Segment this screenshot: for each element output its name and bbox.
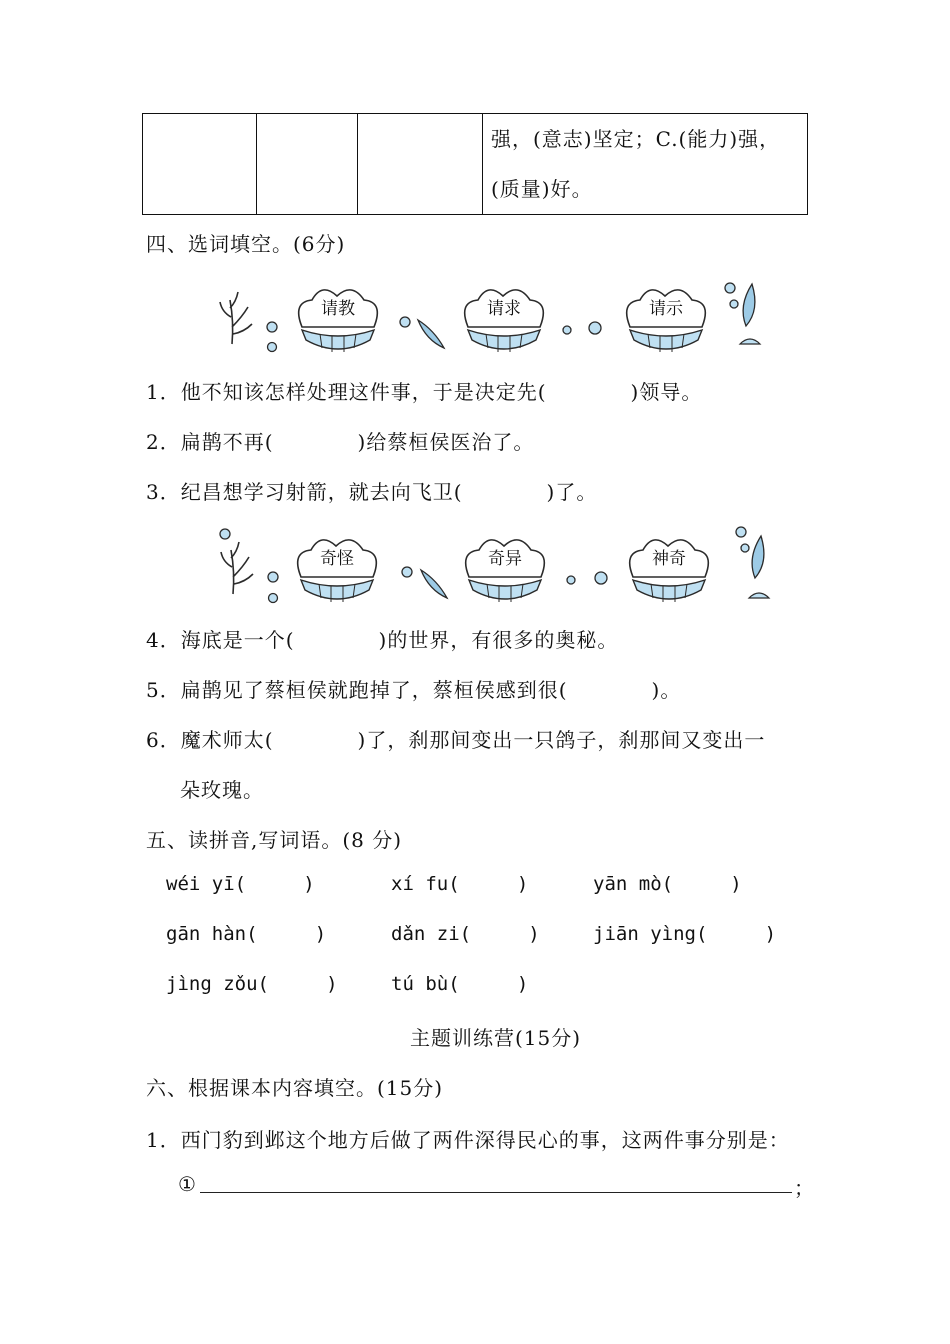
shell-word-5: 奇异 xyxy=(488,549,522,569)
table-cell-text: 强，(意志)坚定；C.(能力)强，(质量)好。 xyxy=(491,127,781,201)
shell-strip-a xyxy=(212,272,770,358)
shell-word-4: 奇怪 xyxy=(320,549,354,569)
blank-1-end: ； xyxy=(794,1176,814,1200)
shell-word-3: 请示 xyxy=(649,299,683,319)
seaweed-icon xyxy=(220,292,252,344)
pinyin-item-1: wéi yī( ) xyxy=(166,873,315,895)
pinyin-item-6: jiān yìng( ) xyxy=(593,923,777,945)
question-6-cont: 朵玫瑰。 xyxy=(180,778,264,802)
question-2: 2．扁鹊不再( )给蔡桓侯医治了。 xyxy=(146,430,535,454)
answer-blank-1[interactable] xyxy=(200,1170,792,1193)
question-4: 4．海底是一个( )的世界，有很多的奥秘。 xyxy=(146,628,619,652)
pinyin-item-3: yān mò( ) xyxy=(593,873,742,895)
table-cell-2 xyxy=(257,114,358,215)
shell-strip-b xyxy=(205,522,779,608)
question-3: 3．纪昌想学习射箭，就去向飞卫( )了。 xyxy=(146,480,598,504)
table-cell-4 xyxy=(483,114,808,215)
question-1: 1．他不知该怎样处理这件事，于是决定先( )领导。 xyxy=(146,380,703,404)
shell-word-1: 请教 xyxy=(321,299,355,319)
section-subtitle: 主题训练营(15分) xyxy=(410,1026,582,1050)
question-6-1: 1．西门豹到邺这个地方后做了两件深得民心的事，这两件事分别是： xyxy=(146,1128,790,1152)
section6-heading: 六、根据课本内容填空。(15分) xyxy=(146,1076,444,1100)
seaweed-icon xyxy=(221,542,253,594)
pinyin-item-2: xí fu( ) xyxy=(391,873,529,895)
leaf-icon xyxy=(743,284,755,326)
question-5: 5．扁鹊见了蔡桓侯就跑掉了，蔡桓侯感到很( )。 xyxy=(146,678,682,702)
leaf-icon xyxy=(752,536,764,578)
pinyin-item-7: jìng zǒu( ) xyxy=(166,973,338,995)
shell-word-2: 请求 xyxy=(487,299,521,319)
section4-heading: 四、选词填空。(6分) xyxy=(146,232,346,256)
leaf-icon xyxy=(418,320,444,348)
question-6: 6．魔术师太( )了，刹那间变出一只鸽子，刹那间又变出一 xyxy=(146,728,766,752)
answer-table xyxy=(142,113,808,215)
table-cell-3 xyxy=(358,114,483,215)
pinyin-item-4: gān hàn( ) xyxy=(166,923,327,945)
pinyin-item-5: dǎn zi( ) xyxy=(391,923,540,945)
leaf-icon xyxy=(421,570,447,598)
shell-word-6: 神奇 xyxy=(652,549,686,569)
blank-1-marker: ① xyxy=(178,1172,196,1196)
pinyin-item-8: tú bù( ) xyxy=(391,973,529,995)
table-cell-1 xyxy=(143,114,257,215)
section5-heading: 五、读拼音,写词语。(8 分) xyxy=(146,828,403,852)
